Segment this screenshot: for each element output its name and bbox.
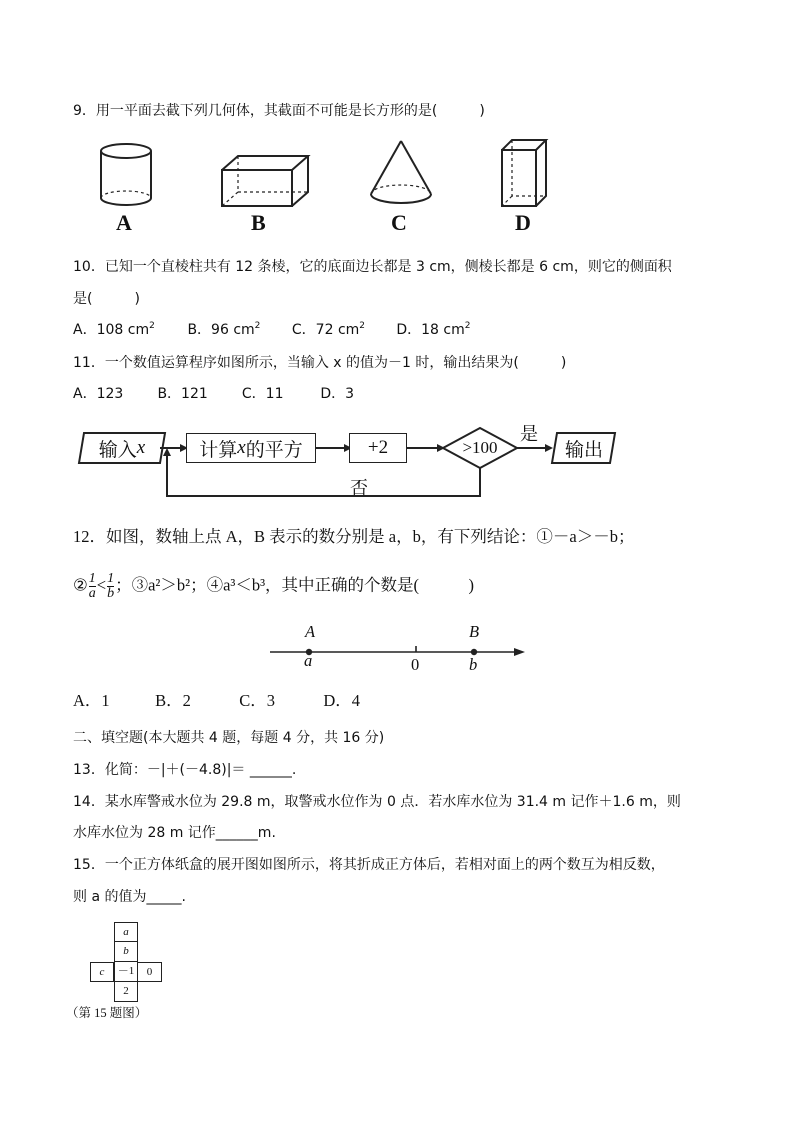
q13-stem: 13．化简：－|＋(－4.8)|＝ ______. [73, 762, 297, 778]
q11-stem: 11．一个数值运算程序如图所示，当输入 x 的值为－1 时，输出结果为( ) [73, 355, 567, 371]
section-2-heading: 二、填空题(本大题共 4 题，每题 4 分，共 16 分) [73, 730, 385, 746]
q11-option-a: A．123 [73, 386, 124, 402]
q12-option-c: C．3 [239, 691, 276, 710]
fraction-1-over-b: $\frac{1}{b}$ [107, 571, 115, 601]
q9-label-d: D [515, 210, 531, 235]
net-face-minus-one: －1 [114, 962, 138, 982]
square-prism-icon [502, 140, 546, 206]
q11-options [73, 385, 354, 403]
flowchart-output: 输出 [564, 439, 603, 461]
q14-line1: 14．某水库警戒水位为 29.8 m，取警戒水位作为 0 点．若水库水位为 31.4 m 记作＋1.6 m，则 [73, 794, 681, 810]
q12-stem-line1: 12．如图，数轴上点 A，B 表示的数分别是 a，b，有下列结论：①－a＞－b； [73, 527, 635, 546]
q15-figure-caption: （第 15 题图） [66, 1006, 148, 1020]
numberline-label-a: a [304, 651, 313, 670]
flowchart-yes-label: 是 [520, 424, 538, 444]
flowchart-no-label: 否 [350, 478, 368, 498]
net-face-b: b [114, 942, 138, 962]
q15-line1: 15．一个正方体纸盒的展开图如图所示，将其折成正方体后，若相对面上的两个数互为相反数， [73, 857, 665, 873]
cone-icon [371, 141, 431, 203]
net-face-c: c [90, 962, 114, 982]
flowchart-compute-box: 计算 x 的平方 [186, 433, 316, 463]
q12-option-d: D．4 [323, 691, 361, 710]
net-face-zero: 0 [138, 962, 162, 982]
q9-label-a: A [116, 210, 132, 235]
fraction-1-over-a: $\frac{1}{a}$ [88, 571, 96, 601]
cube-net [90, 922, 162, 1002]
numberline-label-b: b [469, 655, 478, 674]
q10-option-a: A．108 $cm^2$ [73, 321, 155, 338]
q10-option-d: D．18 $cm^2$ [396, 321, 471, 338]
net-face-two: 2 [114, 982, 138, 1002]
q9-stem: 9．用一平面去截下列几何体，其截面不可能是长方形的是( ) [73, 103, 485, 119]
q11-option-d: D．3 [320, 386, 355, 402]
q11-option-b: B．121 [157, 386, 208, 402]
q10-option-b: B．96 $cm^2$ [187, 321, 261, 338]
q14-line2: 水库水位为 28 m 记作______m. [73, 825, 276, 841]
q12-options [73, 690, 360, 712]
q12-option-a: A．1 [73, 691, 110, 710]
numberline-label-zero: 0 [411, 655, 420, 674]
flowchart-input: 输入 x [98, 437, 146, 461]
numberline-label-A: A [305, 622, 316, 641]
q15-line2: 则 a 的值为_____. [73, 889, 186, 905]
q12-option-b: B．2 [155, 691, 191, 710]
q10-options [73, 321, 470, 339]
q9-label-c: C [391, 210, 407, 235]
q10-option-c: C．72 $cm^2$ [291, 321, 366, 338]
cuboid-icon [222, 156, 308, 206]
flowchart-condition: >100 [462, 438, 498, 457]
net-face-a: a [114, 922, 138, 942]
q10-stem-line1: 10．已知一个直棱柱共有 12 条棱，它的底面边长都是 3 cm，侧棱长都是 6 cm，则它的侧面积 [73, 259, 672, 275]
q9-label-b: B [251, 210, 266, 235]
q10-stem-line2: 是( ) [73, 291, 140, 307]
q11-option-c: C．11 [241, 386, 284, 402]
numberline-label-B: B [469, 622, 480, 641]
flowchart-add-box: +2 [349, 433, 407, 463]
number-line [0, 630, 794, 690]
cylinder-icon [101, 144, 151, 205]
q12-stem-line2: ② $\frac{1}{a}$ < $\frac{1}{b}$ ；③a²＞b²；④a³＜b³，其中正确的个数是( ) [73, 571, 475, 601]
